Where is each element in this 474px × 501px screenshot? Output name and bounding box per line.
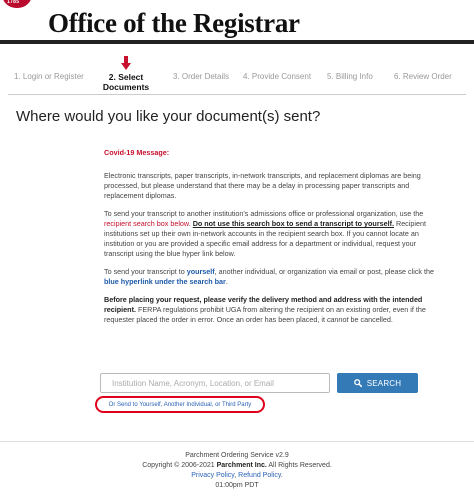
notice-paragraph-4: Before placing your request, please verify the delivery method and address with the intended recipient. FERPA regulations prohibit UGA from altering the recipient on an existing order, even if the requester placed the order in error. Once an order has been placed, it cannot be cancelled. (104, 295, 426, 324)
search-icon (354, 379, 362, 387)
header-divider (0, 40, 474, 44)
page-heading: Where would you like your document(s) sent? (16, 108, 321, 125)
footer-divider (0, 441, 474, 442)
footer-time: 01:00pm PDT (215, 482, 259, 489)
step-select-documents: 2. Select Documents (102, 72, 150, 92)
recipient-search-input[interactable] (100, 373, 330, 393)
footer-copyright: Copyright © 2006-2021 Parchment Inc. All Rights Reserved. (142, 462, 332, 469)
search-button[interactable] (337, 373, 418, 393)
company-name: Parchment Inc. (216, 462, 267, 469)
footer-service-version: Parchment Ordering Service v2.9 (185, 452, 289, 459)
privacy-policy-link[interactable]: Privacy Policy (191, 472, 235, 479)
step-provide-consent: 4. Provide Consent (243, 72, 312, 81)
recipient-search-reference: recipient search box below (104, 219, 189, 228)
step-review-order: 6. Review Order (394, 72, 452, 81)
page-header-title: Office of the Registrar (48, 8, 300, 38)
steps-divider (8, 94, 466, 95)
footer (0, 451, 474, 491)
hyperlink-reference: blue hyperlink under the search bar (104, 277, 226, 286)
notice-paragraph-3: To send your transcript to yourself, another individual, or organization via email or post, please click the blue hyperlink under the search bar. (104, 267, 435, 286)
order-progress-steps (0, 56, 474, 96)
self-send-warning: Do not use this search box to send a transcript to yourself. (192, 219, 394, 228)
covid-message-label: Covid-19 Message: (104, 148, 170, 157)
notice-content (104, 148, 434, 333)
university-logo: 1785 (2, 0, 32, 8)
search-button-label: SEARCH (366, 378, 402, 388)
step-order-details: 3. Order Details (173, 72, 230, 81)
step-login-register: 1. Login or Register (14, 72, 84, 81)
send-to-yourself-link[interactable]: Or Send to Yourself, Another Individual, or Third Party (95, 396, 265, 413)
notice-paragraph-1: Electronic transcripts, paper transcripts, in-network transcripts, and replacement diplomas are being processed, but please understand that there may be a delay in processing paper transcripts and replacement diplomas. (104, 171, 421, 200)
notice-paragraph-2: To send your transcript to another institution's admissions office or professional organization, use the recipient search box below. Do not use this search box to send a transcript to yourself. Recipient institutions set up their own in-network accounts in the recipient search box. If you cannot locate an institution or you are provided a specific email address for a department or individual, request your transcript using the blue hyper link below. (104, 209, 426, 258)
footer-policies: Privacy Policy, Refund Policy. (191, 472, 283, 479)
current-step-arrow-icon (121, 56, 131, 70)
refund-policy-link[interactable]: Refund Policy (238, 472, 281, 479)
step-billing-info: 5. Billing Info (327, 72, 373, 81)
